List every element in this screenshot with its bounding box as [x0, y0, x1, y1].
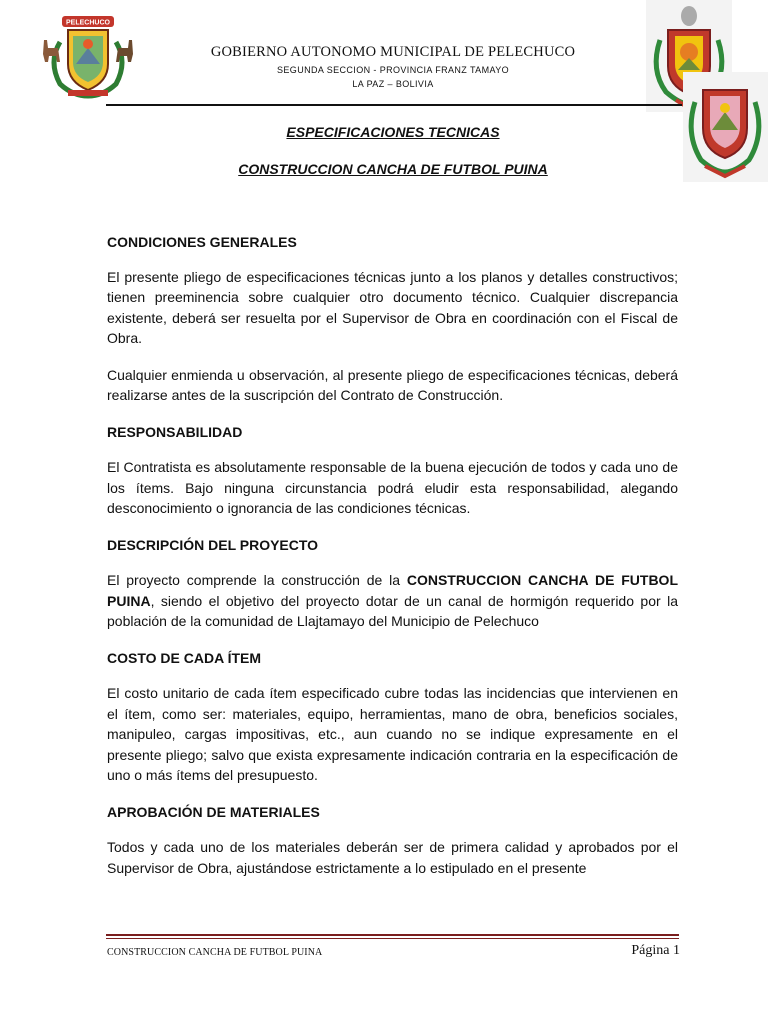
section-heading-aprobacion: APROBACIÓN DE MATERIALES [107, 803, 320, 820]
paragraph-descripcion-pre: El proyecto comprende la construcción de la [107, 572, 407, 588]
project-name-bold: CONSTRUCCION CANCHA DE FUTBOL PUINA [107, 572, 678, 609]
paragraph-responsabilidad: El Contratista es absolutamente responsable de la buena ejecución de todos y cada uno de los ítems. Bajo ninguna circunstancia podrá eludir esta responsabilidad, alegando desconocimiento o ignorancia de las condiciones técnicas. [107, 459, 678, 516]
document-subtitle: CONSTRUCCION CANCHA DE FUTBOL PUINA [238, 161, 548, 177]
paragraph-aprobacion: Todos y cada uno de los materiales deberán ser de primera calidad y aprobados por el Supervisor de Obra, ajustándose estrictamente a lo estipulado en el presente [107, 839, 678, 876]
municipality-subtitle-section: SEGUNDA SECCION - PROVINCIA FRANZ TAMAYO [276, 65, 510, 75]
section-heading-condiciones: CONDICIONES GENERALES [107, 234, 297, 250]
footer-page-number: Página 1 [631, 943, 680, 958]
municipality-subtitle-location: LA PAZ – BOLIVIA [352, 79, 434, 89]
document-body [107, 232, 678, 878]
footer-divider-thin [106, 938, 679, 939]
footer-document-name: CONSTRUCCION CANCHA DE FUTBOL PUINA [107, 947, 323, 958]
paragraph-descripcion-post: , siendo el objetivo del proyecto dotar de un canal de hormigón requerido por la población de la comunidad de Llajtamayo del Municipio de Pelechuco [107, 592, 678, 629]
section-heading-costo: COSTO DE CADA ÍTEM [107, 649, 262, 666]
paragraph-costo: El costo unitario de cada ítem especificado cubre todas las incidencias que intervienen en el ítem, como ser: materiales, equipo, herramientas, mano de obra, beneficios sociales, manipuleo, cargas impositivas, etc., aun cuando no se indique expresamente en el presente pliego; salvo que exista expresamente indicación contraria en la especificación de uno o más ítems del presupuesto. [107, 685, 678, 783]
paragraph-descripcion [107, 570, 678, 632]
section-heading-descripcion: DESCRIPCIÓN DEL PROYECTO [107, 536, 319, 553]
section-heading-responsabilidad: RESPONSABILIDAD [107, 423, 243, 440]
document-title: ESPECIFICACIONES TECNICAS [286, 124, 500, 140]
municipality-title: GOBIERNO AUTONOMO MUNICIPAL DE PELECHUCO [210, 44, 576, 60]
footer-divider-thick [106, 934, 679, 936]
paragraph-condiciones-1: El presente pliego de especificaciones técnicas junto a los planos y detalles constructivos; tienen preeminencia sobre cualquier otro documento técnico. Cualquier discrepancia existente, deberá ser resuelta por el Supervisor de Obra en coordinación con el Fiscal de Obra. [107, 268, 678, 346]
logo-banner-text: PELECHUCO [66, 19, 110, 27]
paragraph-condiciones-2: Cualquier enmienda u observación, al presente pliego de especificaciones técnicas, deberá realizarse antes de la suscripción del Contrato de Construcción. [107, 366, 678, 403]
header-divider [106, 104, 682, 106]
